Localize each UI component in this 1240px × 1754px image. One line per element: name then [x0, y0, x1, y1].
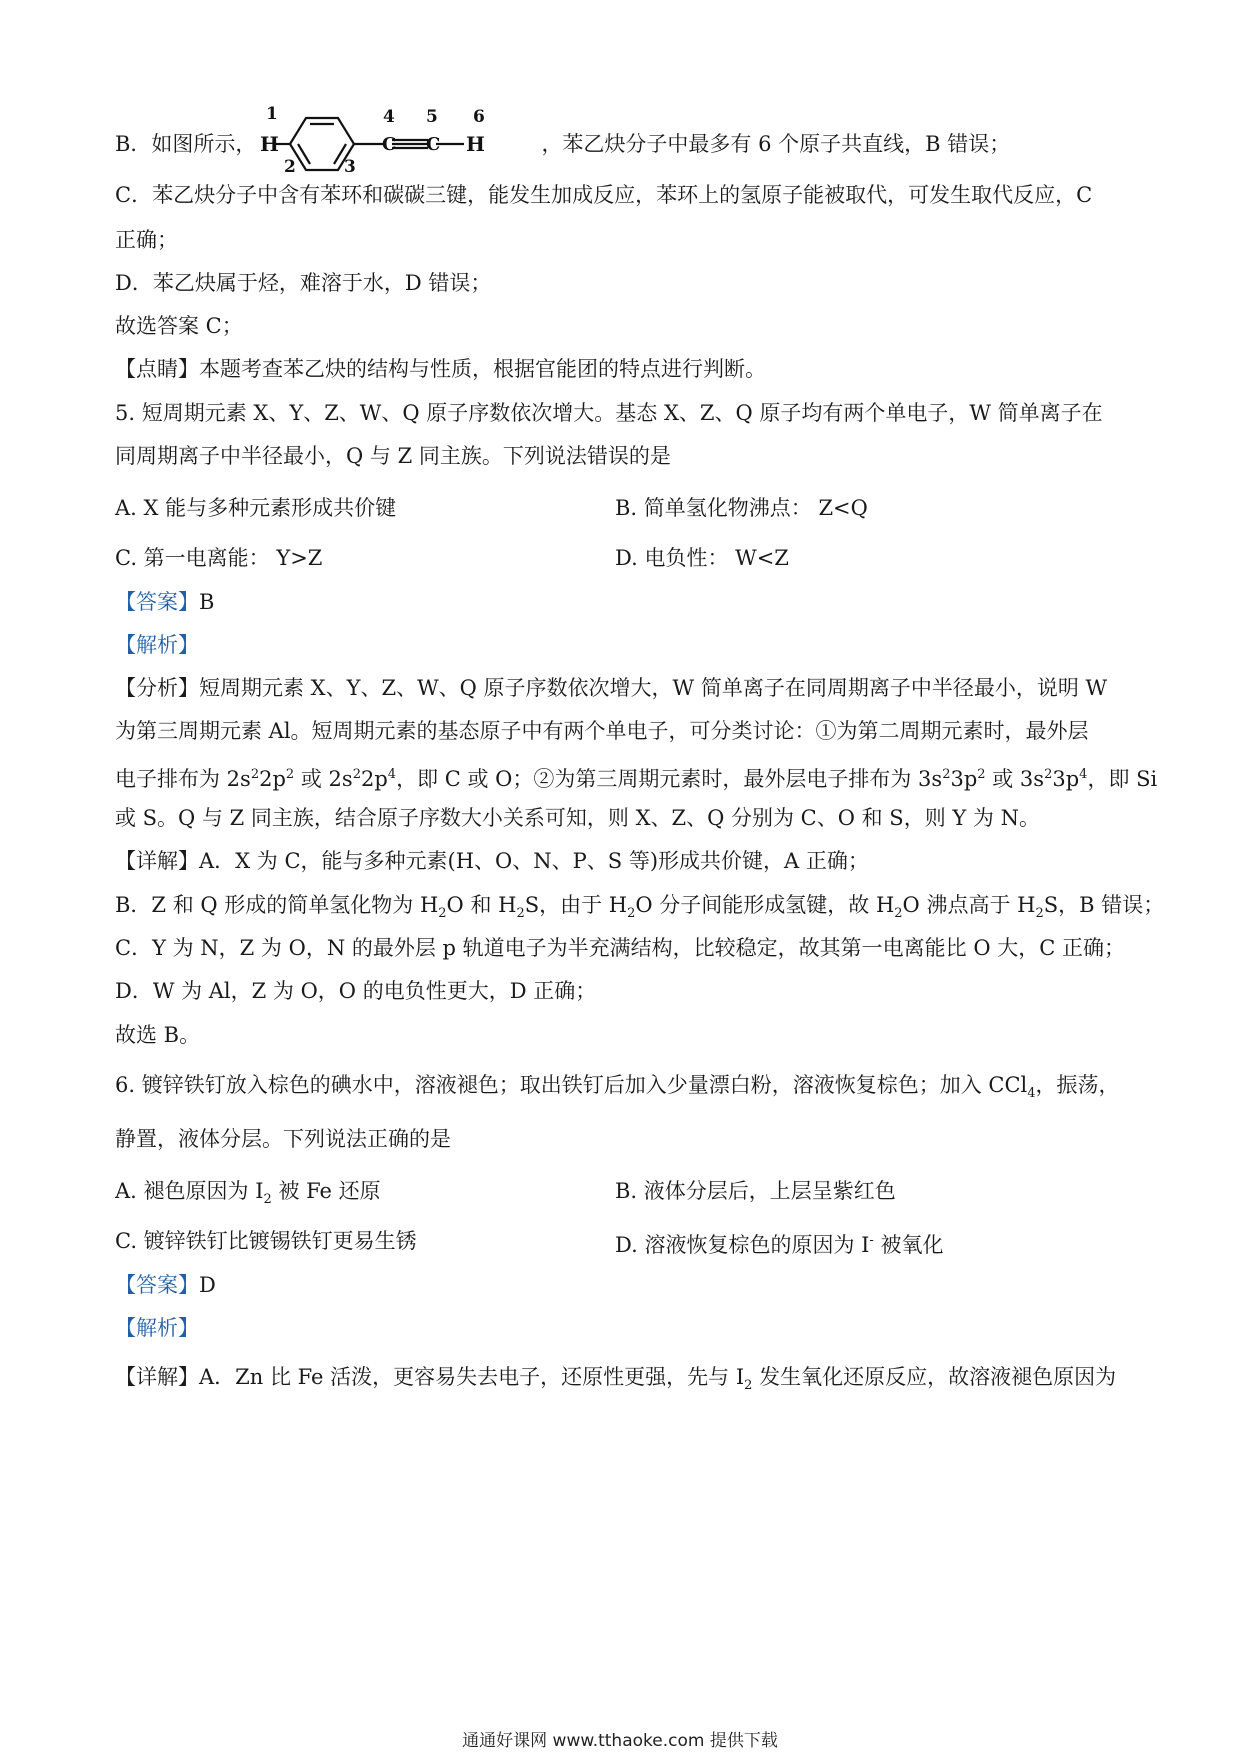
q5-analysis-label: 【解析】 [115, 633, 199, 657]
text-fragment: 电子排布为 2s [115, 767, 251, 791]
text-fragment: ，振荡， [1035, 1073, 1120, 1097]
q5-stem-line-1: 5. 短周期元素 X、Y、Z、W、Q 原子序数依次增大。基态 X、Z、Q 原子均有两个单电子，W 简单离子在 [115, 401, 1103, 425]
q5-detail-c-line: C．Y 为 N，Z 为 O，N 的最外层 p 轨道电子为半充满结构，比较稳定，故其第一电离能比 O 大，C 正确； [115, 936, 1125, 960]
q5-answer: B [199, 590, 215, 614]
diagram-label-4: 4 [383, 107, 395, 127]
superscript: 2 [977, 767, 986, 782]
q6-stem-line-2: 静置，液体分层。下列说法正确的是 [115, 1127, 451, 1151]
q5-detail-a-line [115, 846, 1135, 876]
text-fragment: ，即 Si [1087, 767, 1158, 791]
diagram-label-5: 5 [426, 107, 438, 127]
text-fragment: A. 褪色原因为 I [115, 1179, 264, 1203]
q4-choose-line: 故选答案 C； [115, 314, 243, 338]
phenylacetylene-svg [258, 104, 548, 184]
q5-stem-line-2: 同周期离子中半径最小，Q 与 Z 同主族。下列说法错误的是 [115, 444, 671, 468]
q4-b-prefix: B．如图所示， [115, 132, 257, 156]
superscript: 2 [942, 767, 951, 782]
superscript: 4 [1079, 767, 1088, 782]
q5-analysis-line-1 [115, 673, 1135, 703]
q6-detail-a-line [115, 1362, 1135, 1401]
text-fragment: ，即 C 或 O；②为第三周期元素时，最外层电子排布为 3s [396, 767, 943, 791]
q5-option-c: C. 第一电离能： Y>Z [115, 546, 323, 570]
q5-analysis-line-3 [115, 760, 1158, 794]
q5-analysis-line-2: 为第三周期元素 Al。短周期元素的基态原子中有两个单电子，可分类讨论：①为第二周期元素时，最外层 [115, 719, 1089, 743]
subscript: 2 [894, 906, 903, 922]
subscript: 2 [744, 1378, 753, 1394]
q6-option-c: C. 镀锌铁钉比镀锡铁钉更易生锈 [115, 1229, 417, 1253]
q5-answer-line [115, 587, 1135, 617]
q6-option-b: B. 液体分层后，上层呈紫红色 [615, 1179, 896, 1203]
diagram-label-h-right: H [466, 132, 485, 156]
q6-answer-line [115, 1270, 1135, 1300]
phenylacetylene-structure-diagram [258, 104, 548, 184]
superscript: 2 [250, 767, 260, 782]
text-fragment: O 分子间能形成氢键，故 H [635, 893, 895, 917]
q6-option-d [615, 1226, 944, 1260]
text-fragment: S，B 错误； [1043, 893, 1165, 917]
superscript: 2 [1044, 767, 1053, 782]
text-fragment: 3p [1052, 767, 1080, 791]
text-fragment: 3p [950, 767, 978, 791]
text-fragment: 2p [360, 767, 388, 791]
q4-option-c-line-1: C．苯乙炔分子中含有苯环和碳碳三键，能发生加成反应，苯环上的氢原子能被取代，可发生取代反应，C [115, 183, 1093, 207]
q6-analysis-label: 【解析】 [115, 1316, 199, 1340]
q4-option-c-line-2: 正确； [115, 228, 178, 252]
text-fragment: D. 溶液恢复棕色的原因为 I [615, 1233, 870, 1257]
q5-detail-a: A．X 为 C，能与多种元素(H、O、N、P、S 等)形成共价键，A 正确； [199, 849, 869, 873]
superscript: - [869, 1233, 874, 1248]
q4-note-text: 本题考查苯乙炔的结构与性质，根据官能团的特点进行判断。 [199, 357, 766, 381]
text-fragment: 发生氧化还原反应，故溶液褪色原因为 [752, 1365, 1117, 1389]
subscript: 2 [1035, 906, 1044, 922]
q5-option-a: A. X 能与多种元素形成共价键 [115, 496, 397, 520]
diagram-label-3: 3 [344, 157, 356, 177]
text-fragment: 2p [259, 767, 286, 791]
superscript: 2 [285, 767, 295, 782]
q4-note-line [115, 354, 1135, 384]
text-fragment: S，由于 H [524, 893, 628, 917]
diagram-label-6: 6 [473, 107, 485, 127]
subscript: 2 [438, 906, 447, 922]
q6-option-a [115, 1176, 381, 1215]
text-fragment: O 和 H [446, 893, 517, 917]
q6-answer: D [199, 1273, 216, 1297]
q5-option-d: D. 电负性： W<Z [615, 546, 789, 570]
superscript: 2 [352, 767, 361, 782]
q5-detail-b-line [115, 890, 1165, 929]
subscript: 2 [627, 906, 636, 922]
svg-text:C: C [426, 134, 441, 155]
q6-stem-line-1 [115, 1070, 1135, 1109]
q4-note-label: 【点睛】 [115, 357, 199, 381]
text-fragment: 或 2s [294, 767, 353, 791]
text-fragment: 6. 镀锌铁钉放入棕色的碘水中，溶液褪色；取出铁钉后加入少量漂白粉，溶液恢复棕色；加入 CCl [115, 1073, 1028, 1097]
text-fragment: A．Zn 比 Fe 活泼，更容易失去电子，还原性更强，先与 I [199, 1365, 745, 1389]
q6-answer-label: 【答案】 [115, 1273, 199, 1297]
q5-answer-label: 【答案】 [115, 590, 199, 614]
text-fragment: 或 3s [985, 767, 1045, 791]
text-fragment: O 沸点高于 H [902, 893, 1036, 917]
q5-choose-line: 故选 B。 [115, 1023, 201, 1047]
superscript: 4 [387, 767, 397, 782]
subscript: 4 [1027, 1086, 1036, 1102]
diagram-label-1: 1 [266, 104, 278, 124]
q4-b-suffix: ，苯乙炔分子中最多有 6 个原子共直线，B 错误； [541, 132, 1011, 156]
q5-analysis-head: 【分析】 [115, 676, 199, 700]
text-fragment: 被氧化 [873, 1233, 944, 1257]
text-fragment: B．Z 和 Q 形成的简单氢化物为 H [115, 893, 439, 917]
q5-analysis-line-4: 或 S。Q 与 Z 同主族，结合原子序数大小关系可知，则 X、Z、Q 分别为 C、O 和 S，则 Y 为 N。 [115, 806, 1040, 830]
text-fragment: 被 Fe 还原 [271, 1179, 381, 1203]
q4-option-d-line: D．苯乙炔属于烃，难溶于水，D 错误； [115, 271, 492, 295]
q5-option-b: B. 简单氢化物沸点： Z<Q [615, 496, 868, 520]
svg-text:C: C [382, 134, 397, 155]
subscript: 2 [263, 1192, 272, 1208]
subscript: 2 [516, 906, 525, 922]
diagram-label-h-left: H [260, 132, 279, 156]
q5-analysis-text-1: 短周期元素 X、Y、Z、W、Q 原子序数依次增大，W 简单离子在同周期离子中半径最小，说明 W [199, 676, 1108, 700]
page-footer: 通通好课网 www.tthaoke.com 提供下载 [462, 1731, 778, 1751]
diagram-label-2: 2 [284, 157, 296, 177]
q6-detail-head: 【详解】 [115, 1365, 199, 1389]
q5-detail-d-line: D．W 为 Al，Z 为 O，O 的电负性更大，D 正确； [115, 979, 597, 1003]
q5-detail-head: 【详解】 [115, 849, 199, 873]
